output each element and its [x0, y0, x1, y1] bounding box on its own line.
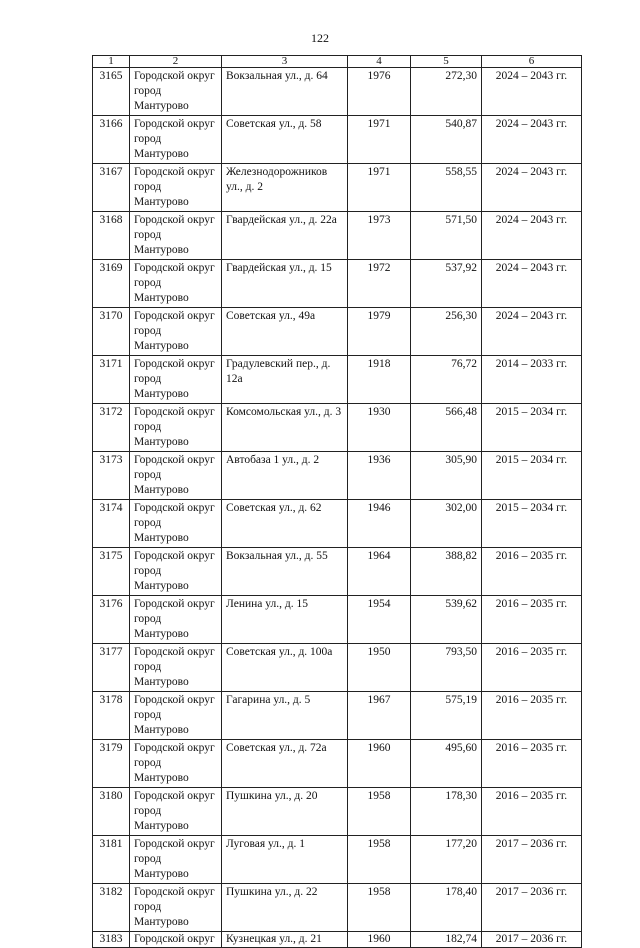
- column-header: 2: [130, 56, 222, 68]
- municipality-cell: Городской округ город Мантурово: [130, 500, 222, 548]
- municipality-cell: Городской округ город Мантурово: [130, 884, 222, 932]
- municipality-cell: Городской округ город Мантурово: [130, 692, 222, 740]
- period-cell: 2014 – 2033 гг.: [482, 356, 582, 404]
- year-cell: 1972: [348, 260, 411, 308]
- municipality-cell: Городской округ город Мантурово: [130, 308, 222, 356]
- area-cell: 540,87: [411, 116, 482, 164]
- area-cell: 178,30: [411, 788, 482, 836]
- table-row: [93, 596, 582, 644]
- address-cell: Железнодорожников ул., д. 2: [222, 164, 348, 212]
- column-header: 5: [411, 56, 482, 68]
- year-cell: 1960: [348, 740, 411, 788]
- row-number: 3175: [93, 548, 130, 596]
- period-cell: 2016 – 2035 гг.: [482, 740, 582, 788]
- column-number-row: [93, 56, 582, 68]
- year-cell: 1930: [348, 404, 411, 452]
- column-header: 6: [482, 56, 582, 68]
- row-number: 3173: [93, 452, 130, 500]
- row-number: 3180: [93, 788, 130, 836]
- year-cell: 1971: [348, 116, 411, 164]
- housing-registry-table: [92, 55, 582, 948]
- period-cell: 2024 – 2043 гг.: [482, 68, 582, 116]
- period-cell: 2017 – 2036 гг.: [482, 884, 582, 932]
- period-cell: 2016 – 2035 гг.: [482, 548, 582, 596]
- table-row: [93, 212, 582, 260]
- year-cell: 1946: [348, 500, 411, 548]
- table-row: [93, 404, 582, 452]
- address-cell: Советская ул., д. 62: [222, 500, 348, 548]
- area-cell: 302,00: [411, 500, 482, 548]
- address-cell: Кузнецкая ул., д. 21: [222, 932, 348, 948]
- address-cell: Советская ул., 49а: [222, 308, 348, 356]
- row-number: 3177: [93, 644, 130, 692]
- address-cell: Автобаза 1 ул., д. 2: [222, 452, 348, 500]
- municipality-cell: Городской округ город Мантурово: [130, 260, 222, 308]
- municipality-cell: Городской округ город Мантурово: [130, 836, 222, 884]
- address-cell: Вокзальная ул., д. 55: [222, 548, 348, 596]
- year-cell: 1950: [348, 644, 411, 692]
- row-number: 3176: [93, 596, 130, 644]
- row-number: 3181: [93, 836, 130, 884]
- municipality-cell: Городской округ: [130, 932, 222, 948]
- table-row: [93, 740, 582, 788]
- period-cell: 2024 – 2043 гг.: [482, 308, 582, 356]
- row-number: 3179: [93, 740, 130, 788]
- area-cell: 388,82: [411, 548, 482, 596]
- table-row: [93, 692, 582, 740]
- row-number: 3171: [93, 356, 130, 404]
- municipality-cell: Городской округ город Мантурово: [130, 644, 222, 692]
- area-cell: 76,72: [411, 356, 482, 404]
- row-number: 3172: [93, 404, 130, 452]
- table-row: [93, 260, 582, 308]
- address-cell: Советская ул., д. 72а: [222, 740, 348, 788]
- year-cell: 1958: [348, 788, 411, 836]
- area-cell: 571,50: [411, 212, 482, 260]
- year-cell: 1964: [348, 548, 411, 596]
- address-cell: Гвардейская ул., д. 15: [222, 260, 348, 308]
- table-row: [93, 836, 582, 884]
- address-cell: Пушкина ул., д. 22: [222, 884, 348, 932]
- address-cell: Вокзальная ул., д. 64: [222, 68, 348, 116]
- year-cell: 1918: [348, 356, 411, 404]
- period-cell: 2024 – 2043 гг.: [482, 116, 582, 164]
- table-row: [93, 116, 582, 164]
- page-number: 122: [311, 31, 329, 45]
- area-cell: 575,19: [411, 692, 482, 740]
- municipality-cell: Городской округ город Мантурово: [130, 788, 222, 836]
- address-cell: Пушкина ул., д. 20: [222, 788, 348, 836]
- period-cell: 2016 – 2035 гг.: [482, 596, 582, 644]
- row-number: 3165: [93, 68, 130, 116]
- area-cell: 256,30: [411, 308, 482, 356]
- period-cell: 2017 – 2036 гг.: [482, 932, 582, 948]
- area-cell: 793,50: [411, 644, 482, 692]
- municipality-cell: Городской округ город Мантурово: [130, 548, 222, 596]
- table-row: [93, 452, 582, 500]
- municipality-cell: Городской округ город Мантурово: [130, 404, 222, 452]
- row-number: 3166: [93, 116, 130, 164]
- table-row: [93, 356, 582, 404]
- period-cell: 2016 – 2035 гг.: [482, 692, 582, 740]
- municipality-cell: Городской округ город Мантурово: [130, 164, 222, 212]
- year-cell: 1958: [348, 884, 411, 932]
- table-row: [93, 932, 582, 948]
- area-cell: 305,90: [411, 452, 482, 500]
- year-cell: 1973: [348, 212, 411, 260]
- row-number: 3178: [93, 692, 130, 740]
- address-cell: Ленина ул., д. 15: [222, 596, 348, 644]
- column-header: 3: [222, 56, 348, 68]
- period-cell: 2015 – 2034 гг.: [482, 500, 582, 548]
- period-cell: 2024 – 2043 гг.: [482, 212, 582, 260]
- year-cell: 1954: [348, 596, 411, 644]
- table-row: [93, 788, 582, 836]
- table-row: [93, 644, 582, 692]
- year-cell: 1958: [348, 836, 411, 884]
- area-cell: 177,20: [411, 836, 482, 884]
- area-cell: 178,40: [411, 884, 482, 932]
- table-row: [93, 548, 582, 596]
- table-row: [93, 164, 582, 212]
- row-number: 3174: [93, 500, 130, 548]
- municipality-cell: Городской округ город Мантурово: [130, 452, 222, 500]
- table-row: [93, 68, 582, 116]
- row-number: 3182: [93, 884, 130, 932]
- table-row: [93, 500, 582, 548]
- area-cell: 566,48: [411, 404, 482, 452]
- municipality-cell: Городской округ город Мантурово: [130, 116, 222, 164]
- address-cell: Советская ул., д. 58: [222, 116, 348, 164]
- row-number: 3169: [93, 260, 130, 308]
- municipality-cell: Городской округ город Мантурово: [130, 356, 222, 404]
- area-cell: 537,92: [411, 260, 482, 308]
- table-row: [93, 308, 582, 356]
- year-cell: 1967: [348, 692, 411, 740]
- period-cell: 2015 – 2034 гг.: [482, 404, 582, 452]
- column-header: 1: [93, 56, 130, 68]
- area-cell: 558,55: [411, 164, 482, 212]
- row-number: 3167: [93, 164, 130, 212]
- period-cell: 2016 – 2035 гг.: [482, 644, 582, 692]
- area-cell: 182,74: [411, 932, 482, 948]
- row-number: 3170: [93, 308, 130, 356]
- area-cell: 539,62: [411, 596, 482, 644]
- year-cell: 1936: [348, 452, 411, 500]
- address-cell: Комсомольская ул., д. 3: [222, 404, 348, 452]
- address-cell: Гвардейская ул., д. 22а: [222, 212, 348, 260]
- period-cell: 2024 – 2043 гг.: [482, 164, 582, 212]
- year-cell: 1979: [348, 308, 411, 356]
- year-cell: 1971: [348, 164, 411, 212]
- row-number: 3168: [93, 212, 130, 260]
- year-cell: 1960: [348, 932, 411, 948]
- address-cell: Градулевский пер., д. 12а: [222, 356, 348, 404]
- column-header: 4: [348, 56, 411, 68]
- row-number: 3183: [93, 932, 130, 948]
- year-cell: 1976: [348, 68, 411, 116]
- period-cell: 2024 – 2043 гг.: [482, 260, 582, 308]
- municipality-cell: Городской округ город Мантурово: [130, 596, 222, 644]
- period-cell: 2016 – 2035 гг.: [482, 788, 582, 836]
- address-cell: Гагарина ул., д. 5: [222, 692, 348, 740]
- address-cell: Советская ул., д. 100а: [222, 644, 348, 692]
- address-cell: Луговая ул., д. 1: [222, 836, 348, 884]
- municipality-cell: Городской округ город Мантурово: [130, 68, 222, 116]
- municipality-cell: Городской округ город Мантурово: [130, 740, 222, 788]
- area-cell: 272,30: [411, 68, 482, 116]
- period-cell: 2015 – 2034 гг.: [482, 452, 582, 500]
- area-cell: 495,60: [411, 740, 482, 788]
- table-row: [93, 884, 582, 932]
- municipality-cell: Городской округ город Мантурово: [130, 212, 222, 260]
- period-cell: 2017 – 2036 гг.: [482, 836, 582, 884]
